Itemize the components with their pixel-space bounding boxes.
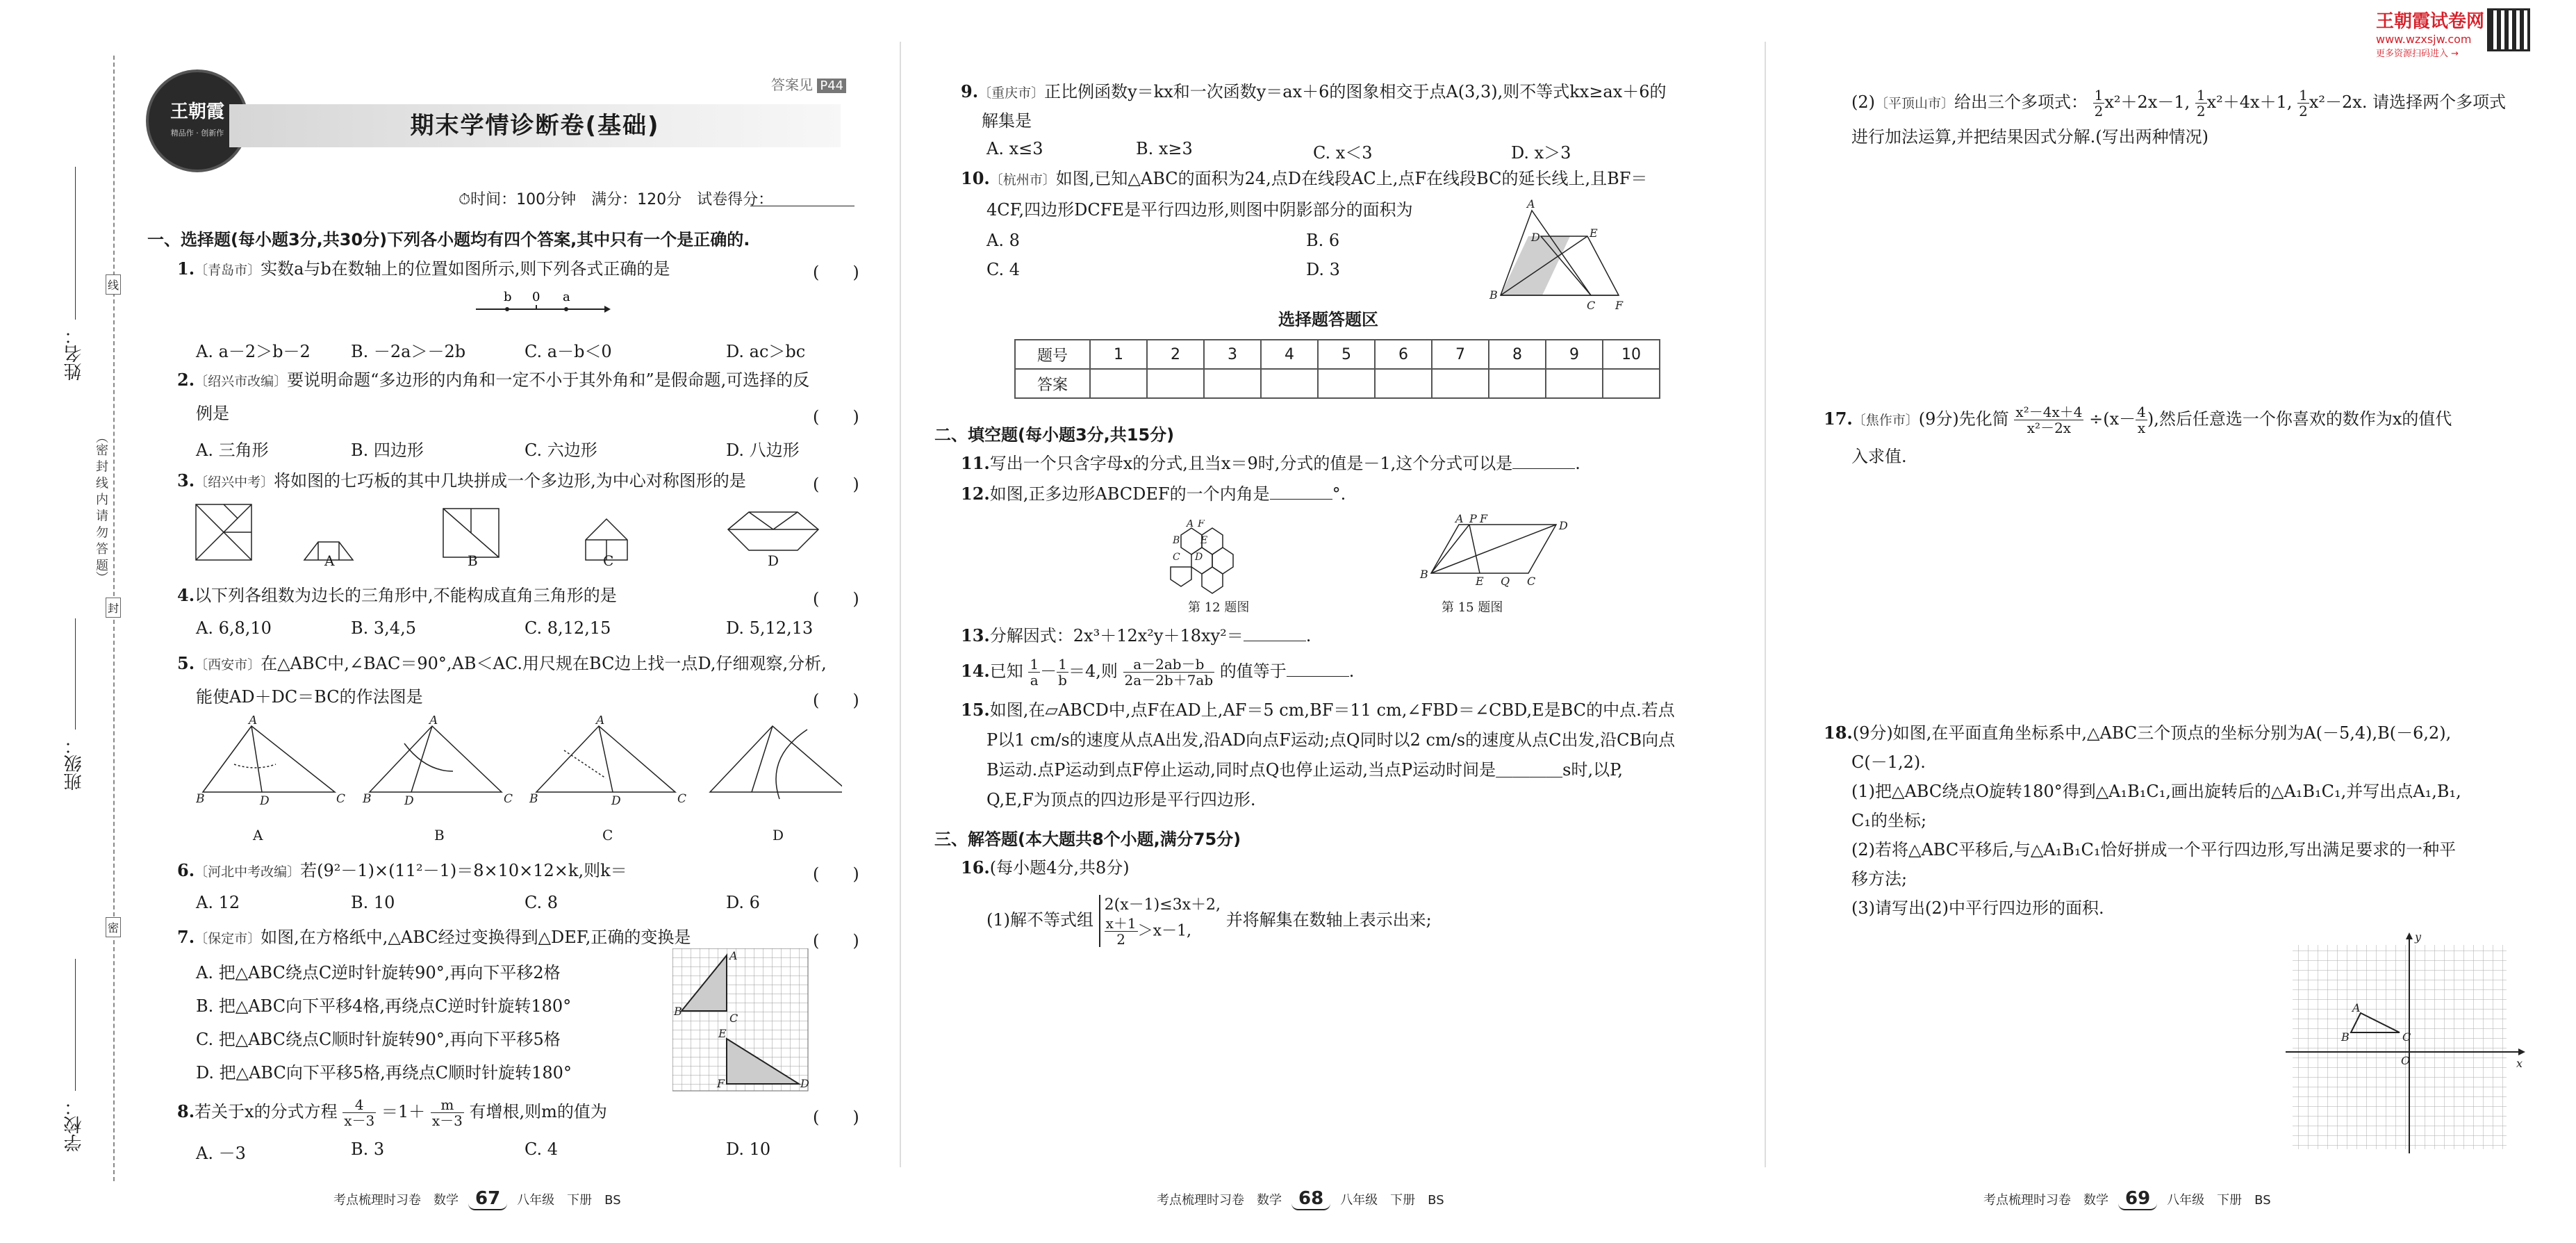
- q4-stem: 4.以下列各组数为边长的三角形中,不能构成直角三角形的是: [177, 585, 617, 605]
- answer-grid-header: [1015, 340, 1660, 369]
- svg-text:D: D: [1195, 552, 1203, 563]
- svg-text:B: B: [196, 792, 205, 806]
- logo-text: 王朝霞: [170, 101, 224, 122]
- page-number-69: 69: [2118, 1188, 2157, 1210]
- q15-parallelogram-figure: [1417, 514, 1577, 591]
- name-label: 姓名：: [64, 327, 85, 381]
- q10-option-b[interactable]: B. 6: [1306, 231, 1340, 250]
- q12-blank[interactable]: [1270, 499, 1332, 500]
- nl-a: a: [563, 290, 570, 304]
- q6-option-c[interactable]: C. 8: [525, 893, 559, 912]
- seal-mark-1: 线: [106, 274, 121, 295]
- q18-line2: C(－1,2).: [1851, 752, 1926, 772]
- svg-text:A: A: [1527, 198, 1535, 211]
- seal-mark-3: 密: [106, 917, 121, 937]
- grid-b-label: B: [2341, 1030, 2350, 1044]
- grid-c-label: C: [2402, 1030, 2411, 1044]
- answer-grid-col: 8: [1489, 340, 1546, 369]
- answer-grid-row: [1015, 369, 1660, 398]
- svg-text:F: F: [717, 1077, 725, 1090]
- site-title: 王朝霞试卷网: [2376, 11, 2485, 32]
- svg-text:C: C: [729, 1012, 738, 1025]
- q12-hexagon-figure: [1167, 520, 1264, 596]
- q9-stem-cont: 解集是: [982, 111, 1032, 131]
- q5-stem: 5.〔西安市〕在△ABC中,∠BAC＝90°,AB＜AC.用尺规在BC边上找一点D,仔细观察,分析,: [177, 653, 827, 673]
- q6-stem: 6.〔河北中考改编〕若(9²－1)×(11²－1)＝8×10×12×k,则k＝: [177, 860, 627, 880]
- svg-text:C: C: [504, 792, 513, 806]
- fig15-caption: 第 15 题图: [1442, 600, 1503, 615]
- q17-stem: 17.〔焦作市〕(9分)先化简 $\frac{\text{x²－4x＋4}}{\text{x²－2x}}$ ÷(x－ $\frac{4}{x}$ ),然后任意选一个你喜欢的数作为x的值代: [1824, 404, 2452, 436]
- q5-option-d[interactable]: D: [773, 827, 784, 843]
- svg-text:D: D: [1531, 231, 1540, 244]
- q2-option-b[interactable]: B. 四边形: [351, 441, 424, 460]
- answer-cell[interactable]: [1147, 369, 1204, 398]
- q14-blank[interactable]: [1287, 676, 1349, 677]
- section2-heading: 二、填空题(每小题3分,共15分): [934, 425, 1175, 445]
- q16-sub1: (1)解不等式组 2(x－1)≤3x＋2, $\frac{x+1}{2}$ ＞x－1, 并将解集在数轴上表示出来;: [986, 896, 1432, 948]
- page-divider-2: [1765, 42, 1766, 1167]
- answer-ref-page: P44: [817, 79, 846, 93]
- q9-option-b[interactable]: B. x≥3: [1136, 139, 1193, 158]
- q10-option-c[interactable]: C. 4: [986, 260, 1021, 279]
- svg-text:D: D: [260, 794, 270, 806]
- fig12-caption: 第 12 题图: [1188, 600, 1250, 615]
- svg-text:E: E: [1590, 227, 1598, 240]
- q11-blank[interactable]: [1512, 468, 1575, 469]
- svg-text:F: F: [1198, 520, 1205, 529]
- answer-grid-col: 5: [1318, 340, 1375, 369]
- school-label: 学校：: [64, 1098, 85, 1152]
- school-line: [75, 959, 76, 1091]
- svg-text:A: A: [729, 949, 738, 962]
- q7-grid-figure: [672, 948, 811, 1094]
- seal-note: （密 封 线 内 请 勿 答 题）: [94, 431, 108, 584]
- section3-heading: 三、解答题(本大题共8个小题,满分75分): [934, 830, 1241, 849]
- svg-text:B: B: [1173, 535, 1180, 546]
- answer-box-title: 选择题答题区: [1278, 310, 1378, 329]
- nl-0: 0: [532, 290, 540, 304]
- q6-option-b[interactable]: B. 10: [351, 893, 395, 912]
- q7-option-b[interactable]: B. 把△ABC向下平移4格,再绕点C逆时针旋转180°: [196, 996, 572, 1016]
- q3-stem: 3.〔绍兴中考〕将如图的七巧板的其中几块拼成一个多边形,为中心对称图形的是: [177, 470, 746, 491]
- page-number-67: 67: [468, 1188, 507, 1210]
- svg-text:F: F: [1615, 299, 1624, 312]
- title-bar: [229, 104, 841, 147]
- q3-option-a[interactable]: A: [324, 552, 335, 569]
- q7-option-a[interactable]: A. 把△ABC绕点C逆时针旋转90°,再向下平移2格: [196, 963, 561, 982]
- q16-sub2-cont: 进行加法运算,并把结果因式分解.(写出两种情况): [1851, 127, 2208, 147]
- svg-text:C: C: [1587, 299, 1596, 312]
- q4-option-d[interactable]: D. 5,12,13: [726, 618, 814, 638]
- q9-stem: 9.〔重庆市〕正比例函数y＝kx和一次函数y＝ax＋6的图象相交于点A(3,3),则不等式kx≥ax＋6的: [961, 81, 1667, 101]
- q6-option-d[interactable]: D. 6: [726, 893, 760, 912]
- site-slogan: 更多资源扫码进入 →: [2376, 49, 2459, 59]
- class-line: [75, 618, 76, 730]
- q10-option-a[interactable]: A. 8: [986, 231, 1020, 250]
- q7-option-d[interactable]: D. 把△ABC向下平移5格,再绕点C顺时针旋转180°: [196, 1063, 572, 1083]
- q8-option-d[interactable]: D. 10: [726, 1139, 771, 1159]
- q9-option-c[interactable]: C. x＜3: [1313, 143, 1373, 163]
- answer-grid: [1014, 339, 1660, 399]
- svg-text:E: E: [1200, 535, 1208, 546]
- class-label: 班级：: [64, 736, 85, 791]
- q1-number-line: [472, 288, 611, 323]
- answer-grid-col: 7: [1432, 340, 1489, 369]
- q16-sub2: (2)〔平顶山市〕给出三个多项式： $\frac{1}{2}$ x²＋2x－1, $\frac{1}{2}$ x²＋4x＋1, $\frac{1}{2}$ x²－2x. 请选择两个多项式: [1851, 87, 2507, 120]
- site-url: www.wzxsjw.com: [2376, 33, 2472, 46]
- q1-option-b[interactable]: B. －2a＞－2b: [351, 342, 466, 361]
- q7-option-c[interactable]: C. 把△ABC绕点C顺时针旋转90°,再向下平移5格: [196, 1030, 561, 1049]
- svg-text:B: B: [674, 1005, 682, 1018]
- q5-construction-figures: [196, 716, 842, 806]
- q8-option-a[interactable]: A. －3: [196, 1144, 246, 1163]
- q3-answer-paren[interactable]: ( ): [813, 475, 859, 494]
- answer-grid-col: 3: [1204, 340, 1261, 369]
- q15-line4: Q,E,F为顶点的四边形是平行四边形.: [986, 790, 1256, 809]
- q1-stem: 1.〔青岛市〕实数a与b在数轴上的位置如图所示,则下列各式正确的是: [177, 258, 670, 279]
- q10-triangle-figure: [1487, 198, 1640, 316]
- q10-stem-cont: 4CF,四边形DCFE是平行四边形,则图中阴影部分的面积为: [986, 200, 1413, 220]
- svg-text:A: A: [596, 716, 605, 727]
- q5-option-b[interactable]: B: [434, 827, 445, 843]
- q18-line3: (1)把△ABC绕点O旋转180°得到△A₁B₁C₁,画出旋转后的△A₁B₁C₁,并写出点A₁,B₁,: [1851, 782, 2461, 801]
- answer-grid-col: 4: [1261, 340, 1318, 369]
- answer-cell[interactable]: [1603, 369, 1660, 398]
- grid-origin-label: O: [2401, 1054, 2411, 1067]
- answer-grid-col: 10: [1603, 340, 1660, 369]
- q6-answer-paren[interactable]: ( ): [813, 864, 859, 884]
- q2-option-a[interactable]: A. 三角形: [196, 441, 269, 460]
- answer-cell[interactable]: [1090, 369, 1147, 398]
- name-line: [75, 167, 76, 320]
- answer-grid-col: 2: [1147, 340, 1204, 369]
- q5-stem-cont: 能使AD＋DC＝BC的作法图是: [196, 687, 423, 707]
- q16-stem: 16.(每小题4分,共8分): [961, 857, 1130, 878]
- q8-stem: 8.若关于x的分式方程 $\frac{4}{x-3}$ ＝1＋ $\frac{m}{x-3}$ 有增根,则m的值为: [177, 1096, 607, 1129]
- answer-grid-col: 9: [1546, 340, 1603, 369]
- q8-option-c[interactable]: C. 4: [525, 1139, 559, 1159]
- svg-text:C: C: [1173, 552, 1180, 563]
- answer-cell[interactable]: [1375, 369, 1432, 398]
- svg-text:C: C: [677, 792, 687, 806]
- svg-text:B: B: [529, 792, 538, 806]
- svg-text:F: F: [1480, 514, 1488, 525]
- site-brand[interactable]: [2376, 7, 2485, 59]
- answer-grid-col: 1: [1090, 340, 1147, 369]
- q3-option-c[interactable]: C: [603, 552, 614, 569]
- q10-stem: 10.〔杭州市〕如图,已知△ABC的面积为24,点D在线段AC上,点F在线段BC的延长线上,且BF＝: [961, 168, 1648, 188]
- q4-answer-paren[interactable]: ( ): [813, 589, 859, 609]
- q9-option-a[interactable]: A. x≤3: [986, 139, 1043, 158]
- svg-text:A: A: [1455, 514, 1464, 525]
- q18-coordinate-grid: [2279, 931, 2529, 1160]
- q15-stem: 15.如图,在▱ABCD中,点F在AD上,AF＝5 cm,BF＝11 cm,∠FBD＝∠CBD,E是BC的中点.若点: [961, 700, 1675, 720]
- q9-option-d[interactable]: D. x＞3: [1511, 143, 1571, 163]
- q17-stem-cont: 入求值.: [1851, 447, 1907, 466]
- q13-stem: 13.分解因式：2x³＋12x²y＋18xy²＝ .: [961, 625, 1312, 645]
- q2-stem-cont: 例是: [196, 404, 229, 423]
- svg-text:D: D: [1559, 519, 1568, 532]
- q4-option-a[interactable]: A. 6,8,10: [196, 618, 272, 638]
- q5-option-c[interactable]: C: [602, 827, 613, 843]
- section1-heading: 一、选择题(每小题3分,共30分)下列各小题均有四个答案,其中只有一个是正确的.: [147, 230, 750, 249]
- svg-text:A: A: [429, 716, 438, 727]
- qr-code-icon[interactable]: [2487, 8, 2530, 51]
- exam-info: ⏱时间：100分钟 满分：120分 试卷得分：: [459, 191, 774, 208]
- page-title: 期末学情诊断卷(基础): [410, 112, 660, 140]
- q18-line7: (3)请写出(2)中平行四边形的面积.: [1851, 898, 2104, 918]
- svg-text:C: C: [336, 792, 346, 806]
- q14-stem: 14.已知 $\frac{1}{a}$ － $\frac{1}{b}$ ＝4,则 $\frac{a-2ab-b}{2a-2b+7ab}$ 的值等于 .: [961, 656, 1355, 689]
- q7-answer-paren[interactable]: ( ): [813, 931, 859, 950]
- grid-y-label: y: [2415, 931, 2422, 944]
- q2-option-d[interactable]: D. 八边形: [726, 441, 800, 460]
- q12-stem: 12.如图,正多边形ABCDEF的一个内角是 °.: [961, 484, 1346, 504]
- q3-option-b[interactable]: B: [468, 552, 478, 569]
- q4-option-c[interactable]: C. 8,12,15: [525, 618, 611, 638]
- svg-text:D: D: [404, 794, 414, 806]
- q5-option-a[interactable]: A: [253, 827, 263, 843]
- answer-grid-col: 6: [1375, 340, 1432, 369]
- q8-option-b[interactable]: B. 3: [351, 1139, 385, 1159]
- answer-cell[interactable]: [1489, 369, 1546, 398]
- answer-cell[interactable]: [1318, 369, 1375, 398]
- logo-sub: 精品作 · 创新作: [170, 129, 224, 138]
- answer-cell[interactable]: [1261, 369, 1318, 398]
- q8-answer-paren[interactable]: ( ): [813, 1108, 859, 1127]
- footer-67: 考点梳理时习卷 数学 67 八年级 下册 BS: [333, 1188, 621, 1209]
- answer-ref: 答案见 P44: [771, 74, 846, 94]
- q10-option-d[interactable]: D. 3: [1306, 260, 1340, 279]
- grid-a-label: A: [2352, 1001, 2361, 1014]
- q6-option-a[interactable]: A. 12: [196, 893, 240, 912]
- q1-option-a[interactable]: A. a－2＞b－2: [196, 342, 311, 361]
- answer-row-label: 答案: [1015, 369, 1090, 398]
- q18-stem: 18.(9分)如图,在平面直角坐标系中,△ABC三个顶点的坐标分别为A(－5,4),B(－6,2),: [1824, 723, 2452, 743]
- svg-text:E: E: [718, 1027, 727, 1040]
- seal-mark-2: 封: [106, 598, 121, 618]
- answer-grid-header-label: 题号: [1015, 340, 1090, 369]
- answer-cell[interactable]: [1204, 369, 1261, 398]
- q1-answer-paren[interactable]: ( ): [813, 263, 859, 282]
- svg-text:E: E: [1476, 575, 1484, 588]
- q11-stem: 11.写出一个只含字母x的分式,且当x＝9时,分式的值是－1,这个分式可以是 .: [961, 453, 1580, 473]
- svg-text:A: A: [1187, 520, 1194, 529]
- q18-line6: 移方法;: [1851, 869, 1908, 889]
- svg-text:C: C: [1527, 575, 1536, 588]
- q2-stem: 2.〔绍兴市改编〕要说明命题“多边形的内角和一定不小于其外角和”是假命题,可选择的反: [177, 370, 810, 390]
- svg-text:P: P: [1469, 514, 1477, 525]
- svg-text:B: B: [363, 792, 372, 806]
- binding-line: [113, 56, 115, 1181]
- q3-option-d[interactable]: D: [768, 552, 779, 569]
- q18-line5: (2)若将△ABC平移后,与△A₁B₁C₁恰好拼成一个平行四边形,写出满足要求的一种平: [1851, 840, 2457, 859]
- q1-option-c[interactable]: C. a－b＜0: [525, 342, 612, 361]
- q18-line4: C₁的坐标;: [1851, 811, 1927, 830]
- q2-answer-paren[interactable]: ( ): [813, 407, 859, 427]
- svg-text:D: D: [800, 1077, 809, 1090]
- svg-text:D: D: [611, 794, 621, 806]
- q3-tangram-figures: [193, 502, 839, 571]
- q2-option-c[interactable]: C. 六边形: [525, 441, 597, 460]
- svg-text:Q: Q: [1501, 575, 1510, 588]
- answer-cell[interactable]: [1546, 369, 1603, 398]
- q7-stem: 7.〔保定市〕如图,在方格纸中,△ABC经过变换得到△DEF,正确的变换是: [177, 927, 691, 947]
- svg-text:B: B: [1489, 288, 1498, 302]
- page-number-68: 68: [1291, 1188, 1330, 1210]
- answer-cell[interactable]: [1432, 369, 1489, 398]
- grid-x-label: x: [2516, 1057, 2523, 1070]
- svg-text:A: A: [249, 716, 258, 727]
- q15-line2: P以1 cm/s的速度从点A出发,沿AD向点F运动;点Q同时以2 cm/s的速度从点C出发,沿CB向点: [986, 730, 1676, 750]
- footer-68: 考点梳理时习卷 数学 68 八年级 下册 BS: [1157, 1188, 1444, 1209]
- svg-text:B: B: [1420, 568, 1428, 581]
- q15-line3: B运动.点P运动到点F停止运动,同时点Q也停止运动,当点P运动时间是＿＿＿＿s时,以P,: [986, 760, 1624, 780]
- page-divider-1: [900, 42, 901, 1167]
- nl-b: b: [504, 290, 512, 304]
- q5-answer-paren[interactable]: ( ): [813, 691, 859, 710]
- footer-69: 考点梳理时习卷 数学 69 八年级 下册 BS: [1983, 1188, 2271, 1209]
- q1-option-d[interactable]: D. ac＞bc: [726, 342, 806, 361]
- q4-option-b[interactable]: B. 3,4,5: [351, 618, 416, 638]
